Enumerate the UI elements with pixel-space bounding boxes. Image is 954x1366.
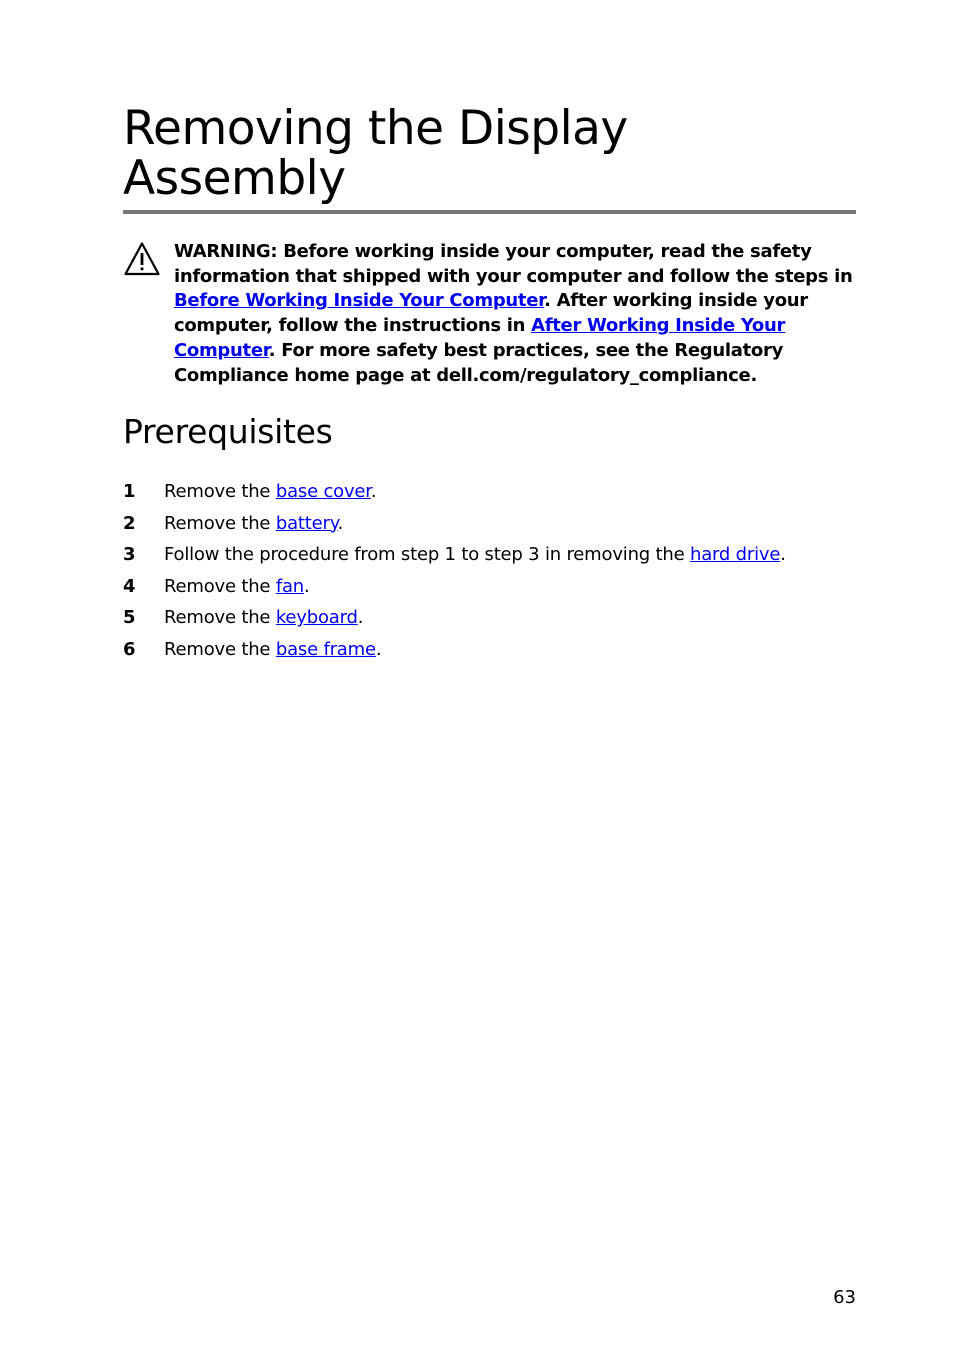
step-text-after: . (337, 512, 344, 534)
keyboard-link[interactable]: keyboard (275, 607, 358, 629)
warning-text-prefix: WARNING: Before working inside your computer, read the safety information that shipped with your computer and follow the steps in (174, 241, 853, 287)
base-cover-link[interactable]: base cover (275, 481, 371, 502)
step-text-before: Remove the (164, 607, 276, 629)
step-text-after: . (370, 481, 377, 502)
prerequisite-step (123, 478, 856, 510)
warning-triangle-icon (123, 241, 161, 277)
step-number: 6 (123, 638, 136, 660)
prerequisite-step (123, 541, 856, 573)
warning-text-suffix: . For more safety best practices, see the Regulatory Compliance home page at dell.com/regulatory_compliance. (174, 339, 784, 386)
battery-link[interactable]: battery (275, 512, 338, 534)
prerequisite-steps (123, 478, 856, 668)
step-text-before: Remove the (164, 481, 276, 502)
prerequisite-step (123, 510, 856, 542)
step-number: 5 (123, 607, 136, 629)
step-text (164, 478, 376, 506)
step-number: 2 (123, 512, 136, 534)
page-number: 63 (833, 1287, 856, 1308)
step-text (164, 573, 310, 601)
step-number: 3 (123, 544, 136, 566)
before-working-link[interactable]: Before Working Inside Your Computer (174, 290, 545, 312)
step-text-after: . (357, 607, 364, 629)
page-title: Removing the Display Assembly (123, 101, 628, 206)
title-divider (123, 210, 856, 214)
warning-text-middle: . After working inside your computer, follow the instructions in (174, 290, 808, 337)
step-text-before: Remove the (164, 638, 276, 660)
prerequisite-step (123, 604, 856, 636)
step-number: 4 (123, 575, 136, 597)
fan-link[interactable]: fan (275, 575, 305, 597)
step-text-after: . (304, 575, 310, 597)
step-text (164, 636, 381, 664)
step-text-before: Remove the (164, 575, 276, 597)
step-number: 1 (123, 481, 136, 502)
base-frame-link[interactable]: base frame (275, 638, 376, 660)
step-text-before: Follow the procedure from step 1 to step 3 in removing the (164, 544, 690, 566)
after-working-link[interactable]: After Working Inside Your Computer (174, 315, 786, 361)
warning-message (174, 240, 856, 388)
step-text (164, 510, 343, 538)
step-text-before: Remove the (164, 512, 276, 534)
step-text-after: . (780, 544, 786, 566)
step-text-after: . (375, 638, 382, 660)
prerequisite-step (123, 636, 856, 668)
step-text (164, 604, 363, 632)
prerequisite-step (123, 573, 856, 605)
step-text (164, 541, 786, 569)
hard-drive-link[interactable]: hard drive (690, 544, 781, 566)
prerequisites-heading: Prerequisites (123, 412, 333, 451)
